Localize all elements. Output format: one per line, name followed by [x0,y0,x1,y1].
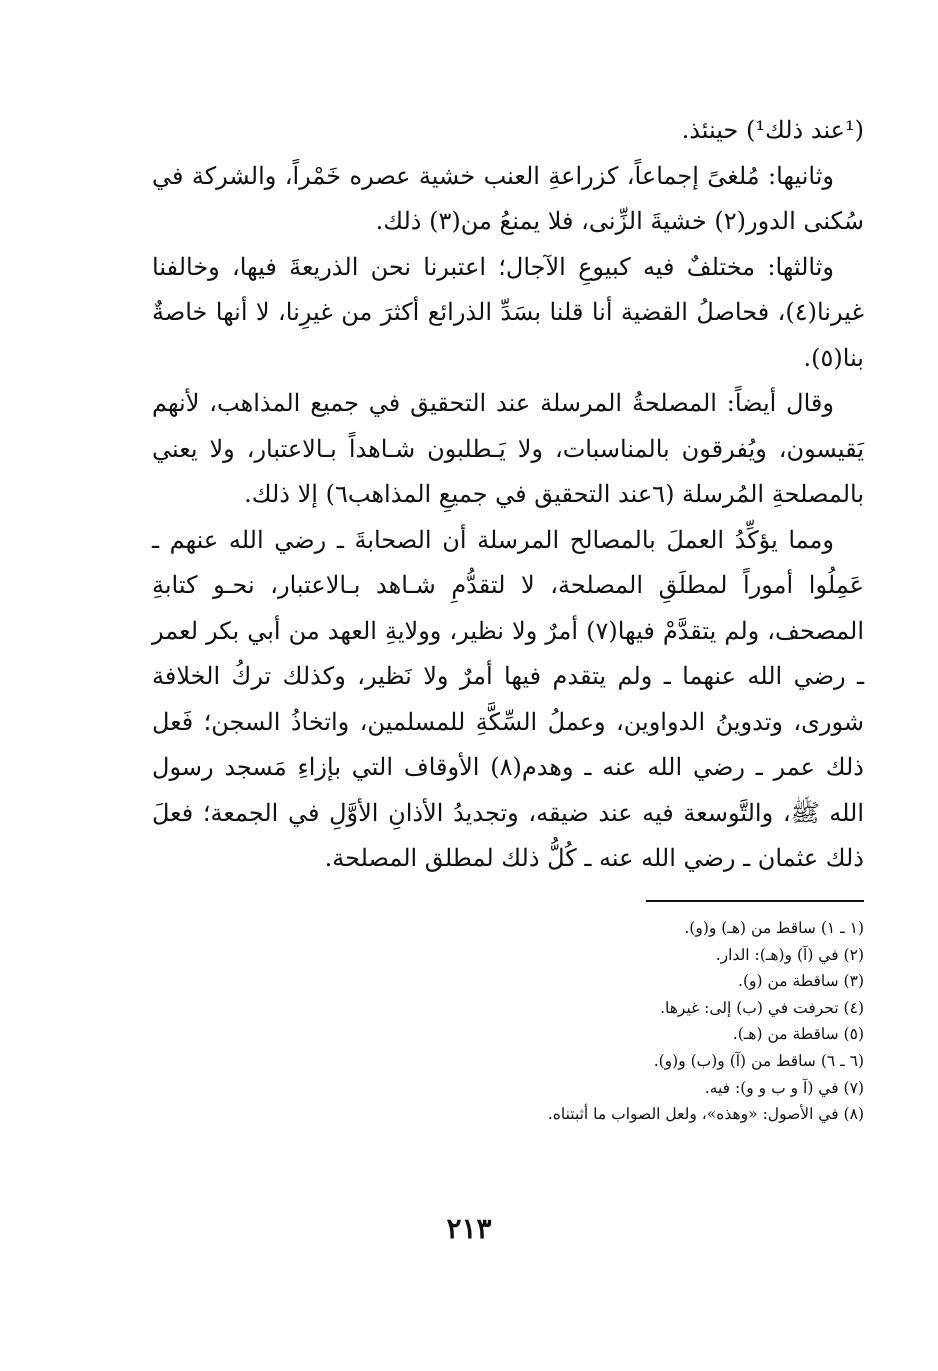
paragraph-5: ومما يؤكِّدُ العملَ بالمصالح المرسلة أن الصحابةَ ـ رضي الله عنهم ـ عَمِلُوا أموراً لمطلَقِ المصلحة، لا لتقدُّمِ شـاهد بـالاعتبار، نحـو كتابةِ المصحف، ولم يتقدَّمْ فيها(٧) أمرٌ ولا نظير، وولايةِ العهد من أبي بكر لعمر ـ رضي الله عنهما ـ ولم يتقدم فيها أمرٌ ولا نَظير، وكذلك تركُ الخلافة شورى، وتدوينُ الدواوين، وعملُ السِّكَّةِ للمسلمين، واتخاذُ السجن؛ فَعل ذلك عمر ـ رضي الله عنه ـ وهدم(٨) الأوقاف التي بإزاءِ مَسجد رسول الله ﷺ، والتَّوسعة فيه عند ضيقه، وتجديدُ الأذانِ الأوَّلِ في الجمعة؛ فعلَ ذلك عثمان ـ رضي الله عنه ـ كُلُّ ذلك لمطلق المصلحة. [152,525,864,872]
paragraph-4: وقال أيضاً: المصلحةُ المرسلة عند التحقيق في جميع المذاهب، لأنهم يَقيسون، ويُفرقون بالمناسبات، ولا يَـطلبون شـاهداً بـالاعتبار، ولا يعني بالمصلحةِ المُرسلة (٦عند التحقيق في جميعِ المذاهب٦) إلا ذلك. [152,389,864,508]
footnote-separator [646,900,864,902]
footnote-1: (١ ـ ١) ساقط من (هـ) و(و). [684,919,864,937]
paragraph-1: (¹عند ذلك¹) حينئذ. [681,116,864,144]
paragraph-3: وثالثها: مختلفٌ فيه كبيوعِ الآجال؛ اعتبرنا نحن الذريعةَ فيها، وخالفنا غيرنا(٤)، فحاصلُ القضية أنا قلنا بسَدِّ الذرائع أكثرَ من غيرِنا، لا أنها خاصةٌ بنا(٥). [152,252,864,372]
footnote-6: (٦ ـ ٦) ساقط من (آ) و(ب) و(و). [653,1051,864,1070]
footnote-5: (٥) ساقطة من (هـ). [732,1025,864,1044]
page-number: ٢١٣ [446,1212,492,1245]
footnote-7: (٧) في (آ و ب و و): فيه. [704,1078,864,1097]
footnote-3: (٣) ساقطة من (و). [738,972,864,991]
main-text [152,108,864,882]
footnote-8: (٨) في الأصول: «وهذه»، ولعل الصواب ما أثبتناه. [547,1105,864,1124]
footnotes [330,915,864,1128]
footnote-2: (٢) في (آ) و(هـ): الدار. [715,945,864,964]
footnote-4: (٤) تحرفت في (ب) إلى: غيرها. [660,998,864,1017]
paragraph-2: وثانيها: مُلغىً إجماعاً، كزراعةِ العنب خشية عصره خَمْراً، والشركة في سُكنى الدور(٢) خشيةَ الزِّنى، فلا يمنعُ من(٣) ذلك. [152,161,864,235]
